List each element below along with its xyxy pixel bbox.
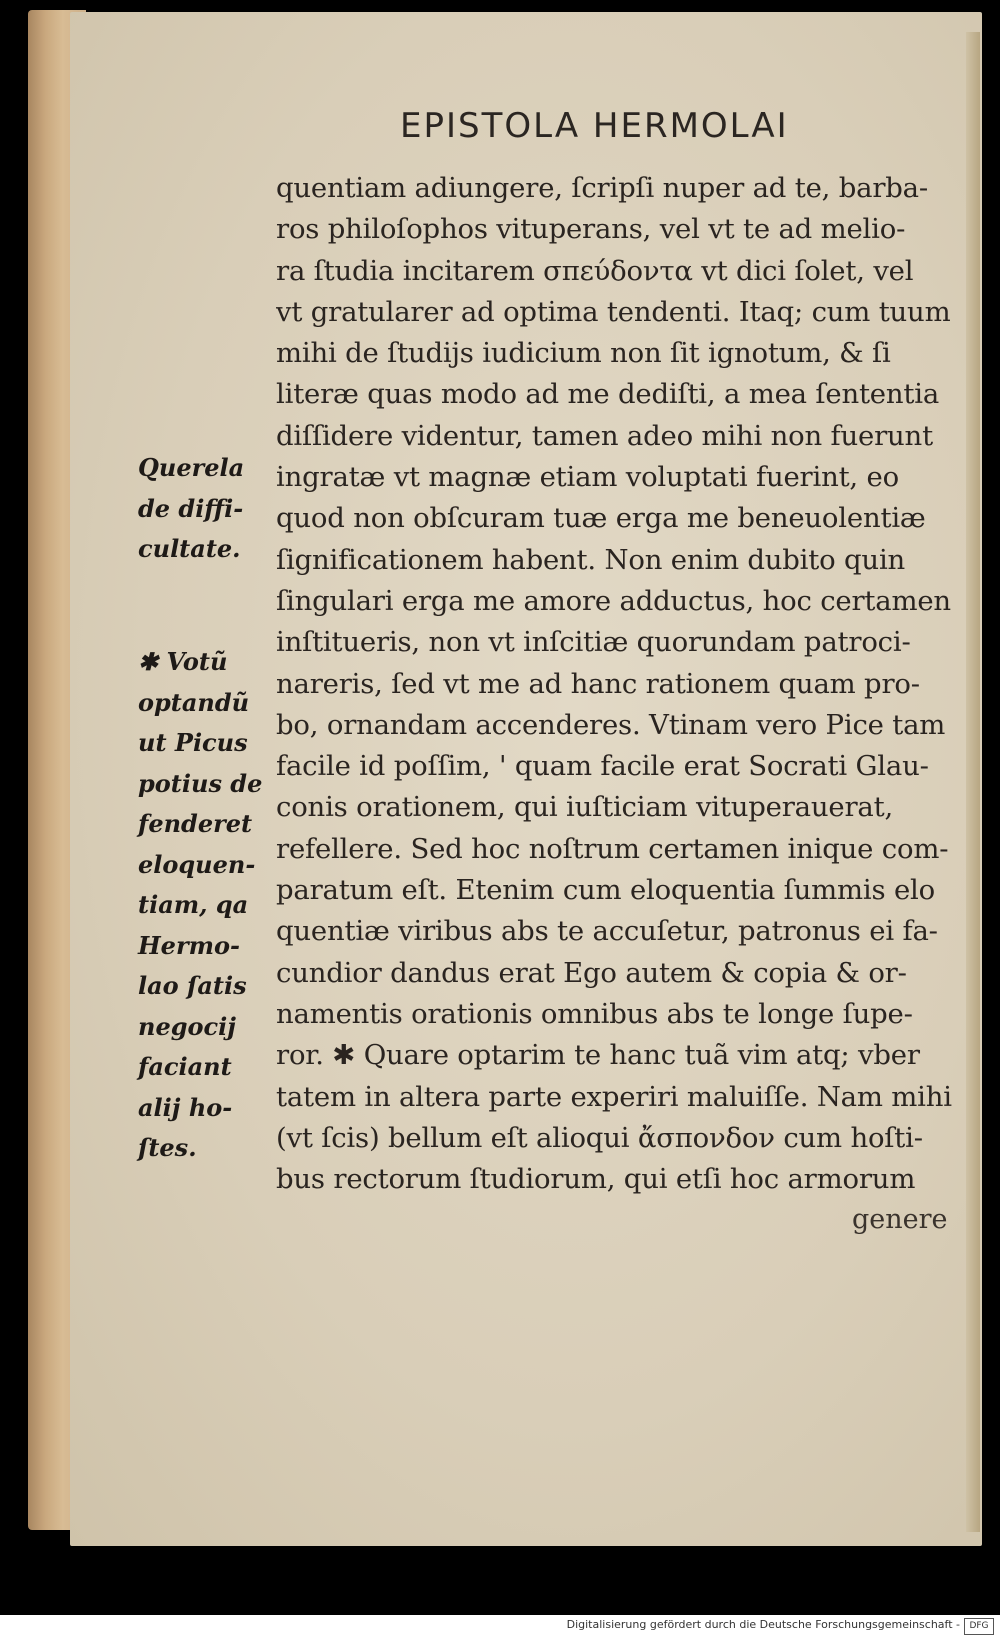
text-line: quod non obſcuram tuæ erga me beneuolentiæ [276, 502, 926, 535]
text-line: facile id poſſim, ' quam facile erat Socrati Glau- [276, 750, 929, 783]
text-line: ror. ✱ Quare optarim te hanc tuã vim atq; vber [276, 1039, 920, 1072]
dfg-logo-icon: DFG [964, 1618, 994, 1635]
text-line: (vt ſcis) bellum eſt alioqui ἄσπονδον cum hoſti- [276, 1121, 923, 1154]
marginal-line: ſtes. [138, 1133, 197, 1162]
running-head: EPISTOLA HERMOLAI [400, 106, 789, 146]
text-line: vt gratularer ad optima tendenti. Itaq; cum tuum [276, 295, 951, 328]
marginal-line: negocij [138, 1011, 236, 1041]
text-line: nareris, ſed vt me ad hanc rationem quam pro- [276, 667, 920, 700]
text-line: refellere. Sed hoc noſtrum certamen inique com- [276, 832, 949, 865]
text-line: ſingulari erga me amore adductus, hoc certamen [276, 584, 951, 617]
text-line: ſignificationem habent. Non enim dubito quin [276, 543, 906, 576]
text-line: paratum eſt. Etenim cum eloquentia ſummis elo [276, 874, 935, 907]
marginal-line: faciant [138, 1052, 232, 1081]
text-line: bo, ornandam accenderes. Vtinam vero Pice tam [276, 708, 946, 741]
text-line: quentiæ viribus abs te accuſetur, patronus ei fa- [276, 915, 938, 948]
page-gutter [966, 32, 980, 1532]
text-line: literæ quas modo ad me dediſti, a mea ſententia [276, 378, 940, 411]
marginal-line: Querela [138, 453, 245, 482]
marginal-note-querela [138, 448, 264, 570]
text-line: mihi de ſtudijs iudicium non ſit ignotum, & ſi [276, 337, 891, 370]
marginal-line: optandũ [138, 687, 250, 717]
marginal-line: cultate. [138, 534, 241, 563]
text-line: quentiam adiungere, ſcripſi nuper ad te, barba- [276, 172, 928, 204]
funding-credit: Digitalisierung gefördert durch die Deutsche Forschungsgemeinschaft - [566, 1618, 960, 1631]
catchword: genere [852, 1204, 948, 1235]
marginal-line: ut Picus [138, 728, 248, 757]
marginal-line: lao ſatis [138, 971, 247, 1000]
marginal-line: potius de [138, 768, 263, 798]
main-text-block [276, 168, 956, 1200]
text-line: tatem in altera parte experiri maluiſſe. Nam mihi [276, 1080, 952, 1113]
marginal-note-votum [138, 642, 264, 1169]
marginal-line: eloquen- [138, 849, 256, 879]
footer-bar [0, 1615, 1000, 1638]
text-line: namentis orationis omnibus abs te longe ſupe- [276, 997, 913, 1030]
marginal-line: alij ho- [138, 1092, 233, 1122]
text-line: ros philoſophos vituperans, vel vt te ad melio- [276, 213, 906, 246]
text-line: inſtitueris, non vt inſcitiæ quorundam patroci- [276, 626, 911, 659]
marginal-line: tiam, qa [138, 890, 249, 919]
marginal-line: de diffi- [138, 493, 244, 523]
text-line: bus rectorum ſtudiorum, qui etſi hoc armorum [276, 1163, 916, 1196]
text-line: cundior dandus erat Ego autem & copia & or- [276, 956, 907, 989]
text-line: ra ſtudia incitarem σπεύδοντα vt dici ſolet, vel [276, 254, 914, 287]
marginal-line: ✱ Votũ [138, 647, 228, 676]
marginal-line: fenderet [138, 809, 253, 838]
text-line: conis orationem, qui iuſticiam vituperauerat, [276, 791, 893, 824]
text-line: ingratæ vt magnæ etiam voluptati fuerint, eo [276, 461, 899, 494]
text-line: diſſidere videntur, tamen adeo mihi non fuerunt [276, 419, 933, 452]
marginal-line: Hermo- [138, 930, 240, 960]
